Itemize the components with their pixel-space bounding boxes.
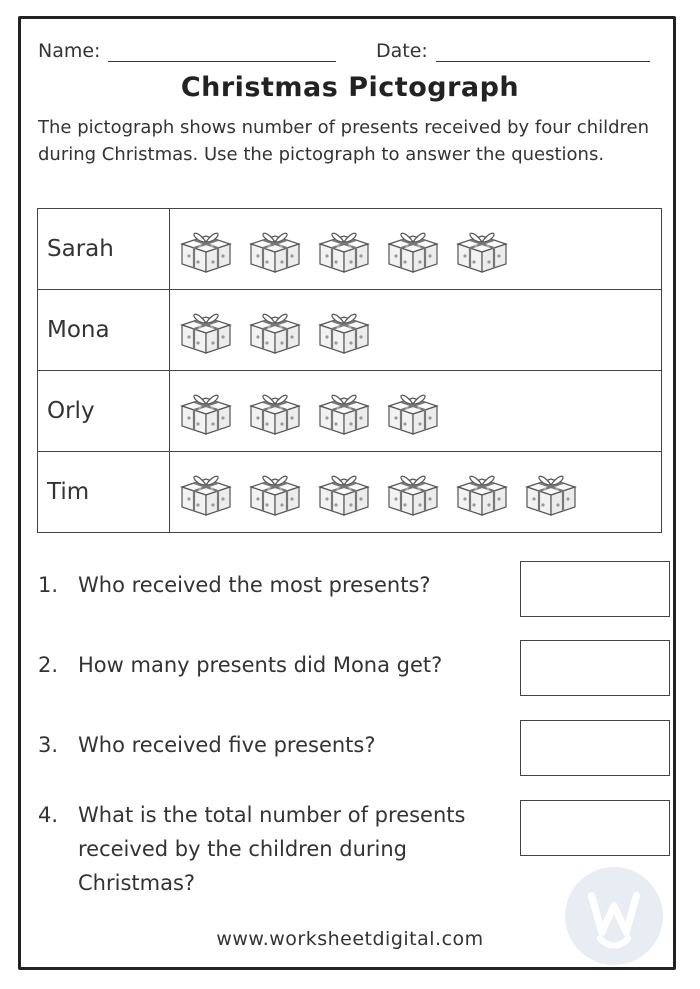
date-label: Date: <box>376 40 428 62</box>
gift-icon <box>314 224 374 274</box>
name-line[interactable] <box>108 43 336 62</box>
gift-icon <box>245 386 305 436</box>
question-item <box>38 648 498 682</box>
gift-icon <box>521 467 581 517</box>
answer-box[interactable] <box>520 800 670 856</box>
answer-box[interactable] <box>520 561 670 617</box>
answer-box[interactable] <box>520 720 670 776</box>
child-name: Orly <box>38 371 170 452</box>
child-name: Tim <box>38 452 170 533</box>
gift-icon <box>176 224 236 274</box>
gift-icon <box>245 467 305 517</box>
gift-icon <box>245 224 305 274</box>
pictograph-row <box>38 371 662 452</box>
question-number: 3. <box>38 733 59 757</box>
present-icons <box>170 209 662 290</box>
question-number: 2. <box>38 653 59 677</box>
answer-box[interactable] <box>520 640 670 696</box>
intro-text: The pictograph shows number of presents received by four children during Christmas. Use the pictograph to answer the questions. <box>38 117 650 165</box>
child-name: Mona <box>38 290 170 371</box>
watermark-logo-icon <box>563 865 665 967</box>
date-line[interactable] <box>436 43 650 62</box>
present-icons <box>170 290 662 371</box>
page-title: Christmas Pictograph <box>180 72 520 103</box>
name-field[interactable] <box>38 40 336 62</box>
footer-url: www.worksheetdigital.com <box>216 928 484 950</box>
question-text: Who received five presents? <box>78 733 376 757</box>
date-field[interactable] <box>376 40 650 62</box>
pictograph-row <box>38 290 662 371</box>
question-text: Who received the most presents? <box>78 573 431 597</box>
gift-icon <box>452 467 512 517</box>
question-number: 4. <box>38 803 59 827</box>
question-item <box>38 568 498 602</box>
gift-icon <box>314 386 374 436</box>
gift-icon <box>383 224 443 274</box>
gift-icon <box>383 386 443 436</box>
present-icons <box>170 452 662 533</box>
question-item <box>38 728 498 762</box>
child-name: Sarah <box>38 209 170 290</box>
gift-icon <box>176 305 236 355</box>
question-item <box>38 798 498 900</box>
pictograph-table <box>37 208 662 533</box>
gift-icon <box>383 467 443 517</box>
pictograph-row <box>38 452 662 533</box>
gift-icon <box>176 467 236 517</box>
question-text: How many presents did Mona get? <box>78 653 443 677</box>
gift-icon <box>176 386 236 436</box>
question-text: What is the total number of presents received by the children during Christmas? <box>78 803 466 895</box>
pictograph-row <box>38 209 662 290</box>
question-number: 1. <box>38 573 59 597</box>
gift-icon <box>314 467 374 517</box>
name-label: Name: <box>38 40 101 62</box>
gift-icon <box>452 224 512 274</box>
gift-icon <box>314 305 374 355</box>
present-icons <box>170 371 662 452</box>
gift-icon <box>245 305 305 355</box>
